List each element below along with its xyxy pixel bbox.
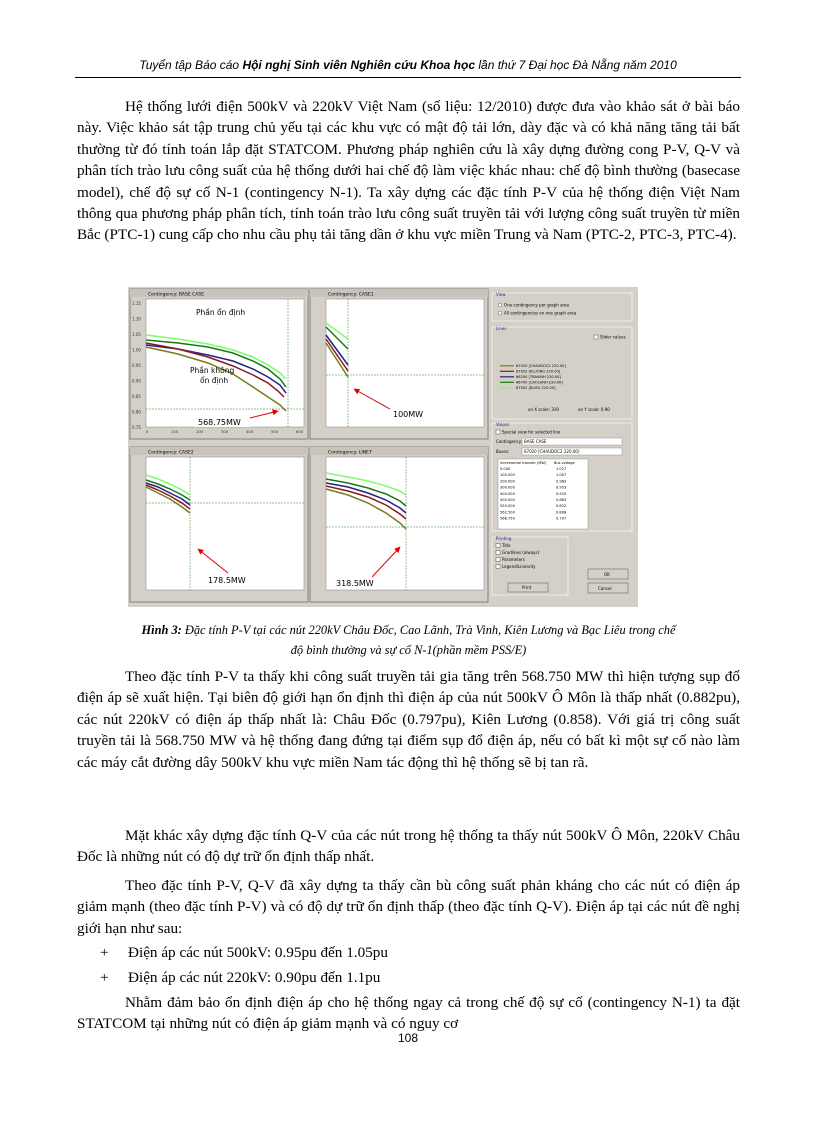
radio-one-contingency[interactable] [498, 303, 502, 307]
print-option-label: Parameters [502, 557, 525, 562]
plot-panel-2 [310, 289, 488, 439]
ok-button-label: OK [604, 572, 610, 577]
radio-all-contingencies-label: All contingencies on one graph area [504, 310, 577, 316]
y-tick-label: 1.05 [132, 332, 141, 337]
print-option-label: Gradlines (always) [502, 550, 540, 555]
legend-entry: 66790 [CAOLANH 220.00] [516, 380, 563, 385]
x-tick-label: 600 [296, 429, 304, 434]
x-tick-label: 500 [271, 429, 279, 434]
x-tick-label: 300 [221, 429, 229, 434]
x-tick-label: 0 [146, 429, 149, 434]
y-tick-label: 0.90 [132, 378, 141, 384]
figure-caption: Hình 3: Đặc tính P-V tại các nút 220kV Châu Đốc, Cao Lãnh, Trà Vinh, Kiên Lương và Bạc Liêu trong chế độ bình thường và sự cố N-1(phần mềm PSS/E) [141, 623, 676, 657]
table-header-voltage: Bus voltage [554, 461, 575, 465]
table-cell-transfer: 0.000 [500, 467, 511, 471]
annotation-318: 318.5MW [336, 579, 374, 588]
y-tick-label: 0.85 [132, 394, 141, 399]
annotation-stable: Phần ổn định [196, 308, 246, 317]
bullet-500kv: + Điện áp các nút 500kV: 0.95pu đến 1.05pu [100, 944, 388, 961]
plot-panel-1 [130, 289, 308, 439]
values-group-title: Values [496, 422, 510, 427]
x-tick-label: 400 [246, 429, 254, 434]
print-option-checkbox[interactable] [496, 565, 500, 569]
running-header: Tuyển tập Báo cáo Hội nghị Sinh viên Nghiên cứu Khoa học lần thứ 7 Đại học Đà Nẵng năm 2010 [139, 58, 677, 72]
view-group-title: View [496, 292, 506, 297]
paragraph-compensation: Theo đặc tính P-V, Q-V đã xây dựng ta thấy cần bù công suất phản kháng cho các nút có điện áp giảm mạnh (theo đặc tính P-V) và có độ dự trữ ổn định thấp (theo đặc tính Q-V). Điện áp tại các nút đề nghị giới hạn như sau: [77, 877, 740, 937]
panel-title-3: Contingency: CASE2 [148, 450, 194, 456]
plot-panel-4 [310, 447, 488, 602]
page-number: 108 [397, 1031, 419, 1045]
table-header-transfer: Incremental transfer (MW) [500, 461, 547, 465]
special-view-label: Special view for selected line [502, 429, 561, 435]
paragraph-qv-result: Mặt khác xây dựng đặc tính Q-V của các nút trong hệ thống ta thấy nút 500kV Ô Môn, 220kV Châu Đốc là những nút có độ dự trữ ổn định thấp nhất. [77, 827, 740, 866]
plot-panel-3 [130, 447, 308, 602]
legend-entry: 66250 [TRAVINH 220.00] [516, 375, 561, 379]
table-cell-voltage: 0.808 [556, 510, 567, 515]
buses-label: Buses: [496, 449, 510, 454]
header-rule [75, 77, 741, 78]
y-tick-label: 0.80 [132, 409, 141, 415]
annotation-unstable-2: ổn định [200, 376, 229, 385]
y-tick-label: 0.75 [132, 425, 141, 430]
table-cell-voltage: 0.863 [556, 498, 567, 502]
table-cell-transfer: 562.500 [500, 510, 515, 515]
side-panel [492, 292, 632, 595]
table-cell-transfer: 100.000 [500, 473, 515, 478]
print-option-label: Title [502, 543, 511, 548]
contingency-value: BASE CASE [524, 439, 547, 444]
contingency-label: Contingency: [496, 439, 523, 444]
y-scale-readout: on Y scale: 0.90 [578, 407, 610, 412]
panel-title-2: Contingency: CASE1 [328, 292, 374, 298]
table-cell-voltage: 1.007 [556, 473, 567, 478]
x-tick-label: 200 [196, 429, 204, 434]
table-cell-voltage: 0.983 [556, 479, 567, 484]
table-cell-voltage: 0.953 [556, 485, 567, 490]
paragraph-intro: Hệ thống lưới điện 500kV và 220kV Việt Nam (số liệu: 12/2010) được đưa vào khảo sát ở bài báo này. Việc khảo sát tập trung chủ yếu tại các khu vực có mật độ tải lớn, dày đặc và có khả năng tăng tải bất thường từ đó tính toán lắp đặt STATCOM. Phương pháp nghiên cứu là xây dựng đường cong P-V, Q-V và phân tích trào lưu công suất của hệ thống dưới hai chế độ làm việc khác nhau: chế độ bình thường (basecase model), chế độ sự cố N-1 (contingency N-1). Ta xây dựng các đặc tính P-V của hệ thống điện Việt Nam thông qua phương pháp phân tích, tính toán trào lưu công suất truyền tải với lượng công suất truyền từ miền Bắc (PTC-1) cung cấp cho nhu cầu phụ tải tăng dần ở khu vực miền Trung và Nam (PTC-2, PTC-3, PTC-4). [77, 98, 740, 244]
special-view-checkbox[interactable] [496, 430, 500, 434]
y-tick-label: 1.10 [132, 316, 141, 322]
annotation-568: 568.75MW [198, 418, 241, 427]
slider-values-label: Slider values [600, 334, 626, 340]
panel-title-4: Contingency: LINE7 [328, 450, 372, 456]
print-button-label: Print [522, 585, 532, 590]
figure-pv-curves [128, 287, 638, 607]
buses-value: 67020 [CHAUDOC2 220.00] [524, 449, 580, 454]
printing-group-title: Printing [496, 536, 512, 541]
table-cell-transfer: 400.000 [500, 491, 515, 496]
table-cell-voltage: 0.797 [556, 516, 567, 521]
table-cell-transfer: 200.000 [500, 479, 515, 484]
table-cell-transfer: 568.750 [500, 516, 515, 521]
table-cell-voltage: 0.822 [556, 504, 567, 509]
table-cell-voltage: 0.915 [556, 491, 567, 496]
table-cell-transfer: 500.000 [500, 498, 515, 502]
table-cell-transfer: 550.000 [500, 504, 515, 509]
legend-entry: 67020 [CHAUDOC2 220.00] [516, 364, 566, 368]
y-tick-label: 1.15 [132, 301, 141, 306]
print-option-checkbox[interactable] [496, 551, 500, 555]
lines-group-title: Lines [496, 326, 507, 331]
paragraph-pv-result: Theo đặc tính P-V ta thấy khi công suất truyền tải gia tăng trên 568.750 MW thì hiện tượng sụp đổ điện áp sẽ xuất hiện. Tại biên độ giới hạn ổn định thì điện áp của nút 500kV Ô Môn là thấp nhất (0.882pu), các nút 220kV có điện áp thấp nhất là: Châu Đốc (0.797pu), Kiên Lương (0.858). Với giá trị công suất truyền tải là 568.750 MW và hệ thống đang đứng tại điểm sụp đổ điện áp, nếu có bất kì một sự cố nào làm các máy cắt đường dây 500kV khu vực miền Nam tác động thì hệ thống sẽ bị tan rã. [77, 668, 740, 771]
annotation-unstable-1: Phần không [190, 366, 235, 375]
annotation-178: 178.5MW [208, 576, 246, 585]
pv-figure-svg [128, 287, 638, 607]
paragraph-statcom: Nhằm đảm bảo ổn định điện áp cho hệ thống ngay cả trong chế độ sự cố (contingency N-1) ta đặt STATCOM tại những nút có điện áp giảm mạnh và có nguy cơ [77, 994, 740, 1033]
x-tick-label: 100 [171, 429, 179, 434]
table-cell-voltage: 1.027 [556, 467, 567, 471]
annotation-100: 100MW [393, 410, 424, 419]
print-option-label: Legend/Linearity [502, 564, 536, 569]
legend-entry: 67052 [KLUONG 220.00] [516, 369, 561, 374]
radio-all-contingencies[interactable] [498, 311, 502, 315]
cancel-button-label: Cancel [598, 586, 612, 591]
radio-one-contingency-label: One contingency per graph area [504, 302, 570, 308]
table-cell-transfer: 300.000 [500, 485, 515, 490]
y-tick-label: 0.95 [132, 363, 141, 368]
y-tick-label: 1.00 [132, 347, 141, 353]
print-option-checkbox[interactable] [496, 544, 500, 548]
x-scale-readout: on X scale: 319 [528, 407, 559, 412]
panel-title-1: Contingency: BASE CASE [148, 292, 205, 298]
bullet-220kv: + Điện áp các nút 220kV: 0.90pu đến 1.1pu [100, 969, 381, 986]
print-option-checkbox[interactable] [496, 558, 500, 562]
legend-entry: 67052 [BLIEU 220.00] [516, 386, 556, 390]
slider-values-checkbox[interactable] [594, 335, 598, 339]
